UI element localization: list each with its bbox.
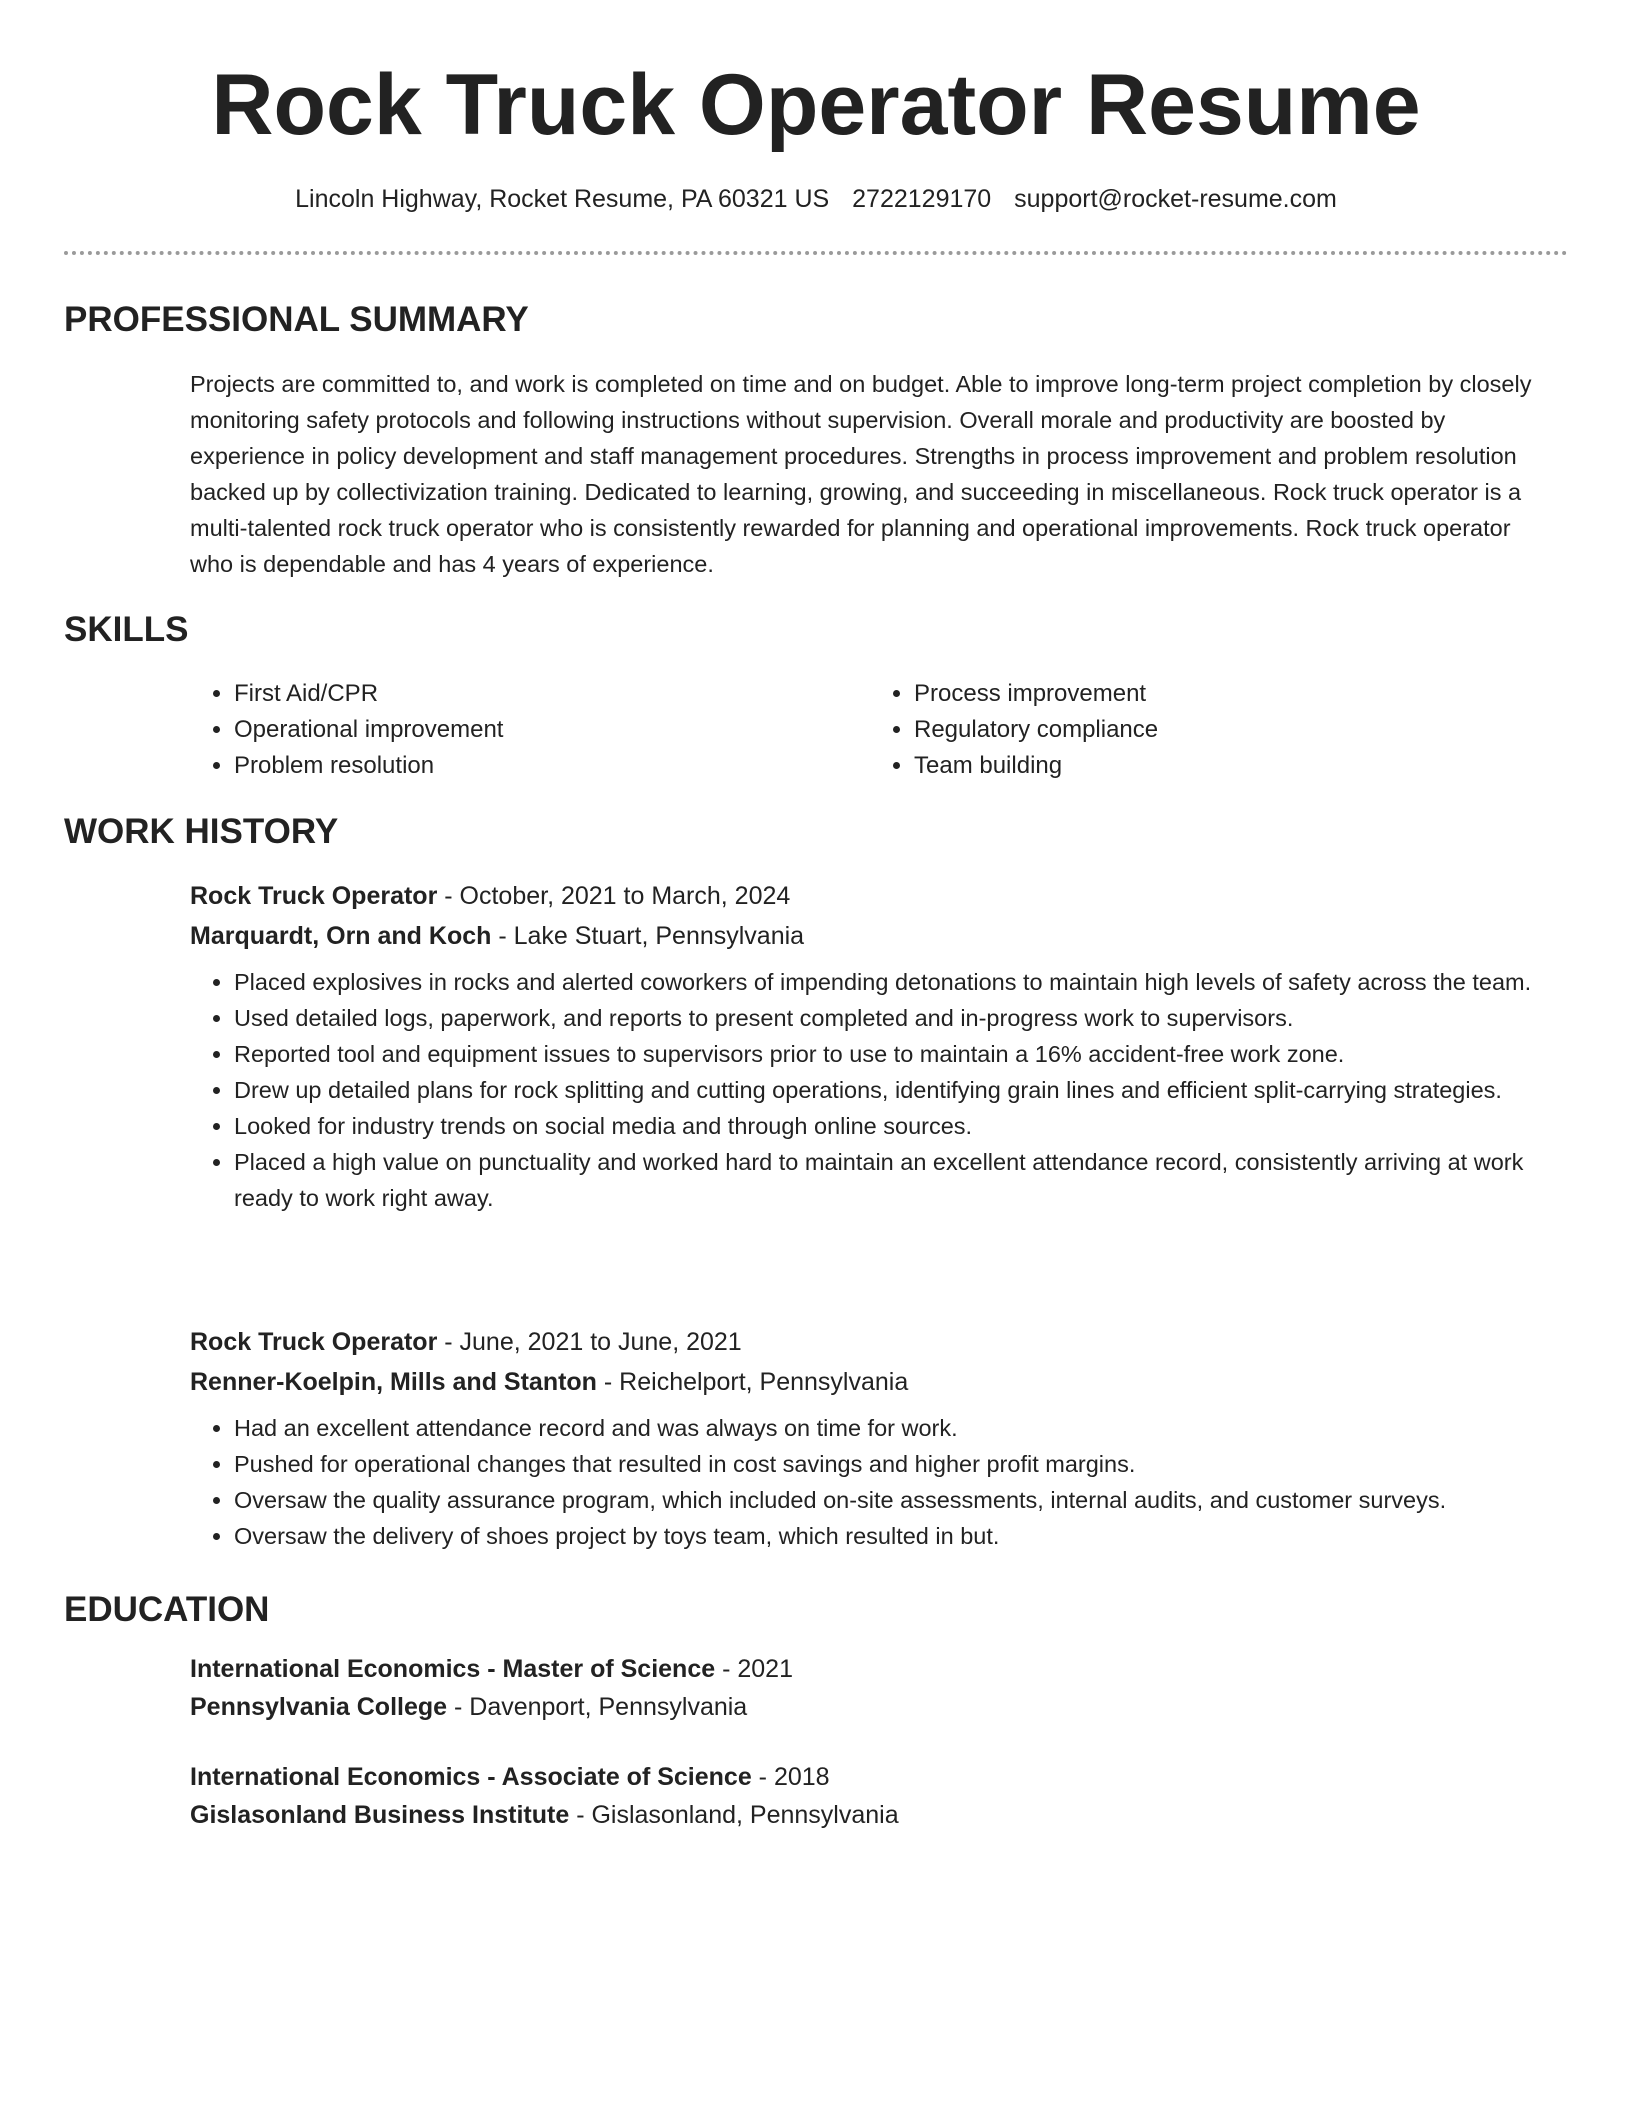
- job-dates: - October, 2021 to March, 2024: [437, 882, 791, 910]
- education-school-line: [190, 1688, 1570, 1726]
- header-divider: [64, 251, 1568, 255]
- contact-address: Lincoln Highway, Rocket Resume, PA 60321 US: [295, 185, 830, 213]
- skills-list-left: [190, 676, 503, 784]
- skill-item: • Process improvement: [914, 676, 1158, 712]
- job-title-line: [190, 1322, 1570, 1362]
- job-bullet: • Pushed for operational changes that resulted in cost savings and higher profit margins.: [234, 1446, 1570, 1482]
- job-company-line: [190, 916, 1570, 956]
- contact-info: [0, 182, 1632, 216]
- job-bullet: • Reported tool and equipment issues to supervisors prior to use to maintain a 16% accident-free work zone.: [234, 1036, 1570, 1072]
- skills-list-right: [870, 676, 1158, 784]
- section-title-summary: PROFESSIONAL SUMMARY: [64, 300, 529, 339]
- education-year: - 2021: [715, 1655, 793, 1683]
- job-bullet: • Drew up detailed plans for rock splitting and cutting operations, identifying grain lines and efficient split-carrying strategies.: [234, 1072, 1570, 1108]
- job-title-line: [190, 876, 1570, 916]
- job-location: - Reichelport, Pennsylvania: [596, 1368, 909, 1396]
- education-year: - 2018: [751, 1763, 830, 1791]
- contact-phone: 2722129170: [852, 185, 992, 213]
- job-company-line: [190, 1362, 1570, 1402]
- job-bullet: • Had an excellent attendance record and was always on time for work.: [234, 1410, 1570, 1446]
- education-location: - Gislasonland, Pennsylvania: [569, 1801, 899, 1829]
- job-bullet: • Used detailed logs, paperwork, and reports to present completed and in-progress work to supervisors.: [234, 1000, 1570, 1036]
- education-school-line: [190, 1796, 1570, 1834]
- skill-item: • Problem resolution: [234, 748, 503, 784]
- education-entry: [190, 1758, 1570, 1834]
- education-degree: International Economics - Associate of Science: [190, 1763, 752, 1791]
- job-dates: - June, 2021 to June, 2021: [437, 1328, 742, 1356]
- job-bullet: • Placed explosives in rocks and alerted coworkers of impending detonations to maintain high levels of safety across the team.: [234, 964, 1570, 1000]
- job-entry: [190, 876, 1570, 1216]
- education-school: Pennsylvania College: [190, 1693, 448, 1721]
- resume-title: Rock Truck Operator Resume: [211, 57, 1421, 153]
- job-company: Renner-Koelpin, Mills and Stanton: [190, 1368, 597, 1396]
- education-degree: International Economics - Master of Science: [190, 1655, 716, 1683]
- education-location: - Davenport, Pennsylvania: [447, 1693, 748, 1721]
- job-entry: [190, 1322, 1570, 1554]
- job-bullet: • Looked for industry trends on social media and through online sources.: [234, 1108, 1570, 1144]
- job-title: Rock Truck Operator: [190, 882, 438, 910]
- job-bullet: • Oversaw the quality assurance program, which included on-site assessments, internal audits, and customer surveys.: [234, 1482, 1570, 1518]
- education-school: Gislasonland Business Institute: [190, 1801, 570, 1829]
- job-bullet: • Oversaw the delivery of shoes project by toys team, which resulted in but.: [234, 1518, 1570, 1554]
- education-degree-line: [190, 1758, 1570, 1796]
- job-bullets: [190, 1410, 1570, 1554]
- section-title-skills: SKILLS: [64, 610, 189, 649]
- job-bullets: [190, 964, 1570, 1216]
- job-company: Marquardt, Orn and Koch: [190, 922, 492, 950]
- job-title: Rock Truck Operator: [190, 1328, 438, 1356]
- education-entry: [190, 1650, 1570, 1726]
- education-degree-line: [190, 1650, 1570, 1688]
- skill-item: • Regulatory compliance: [914, 712, 1158, 748]
- contact-email: support@rocket-resume.com: [1014, 185, 1337, 213]
- section-title-education: EDUCATION: [64, 1590, 270, 1629]
- skill-item: • First Aid/CPR: [234, 676, 503, 712]
- summary-text: Projects are committed to, and work is completed on time and on budget. Able to improve long-term project completion by closely monitoring safety protocols and following instructions without supervision. Overall morale and productivity are boosted by experience in policy development and staff management procedures. Strengths in process improvement and problem resolution backed up by collectivization training. Dedicated to learning, growing, and succeeding in miscellaneous. Rock truck operator is a multi-talented rock truck operator who is consistently rewarded for planning and operational improvements. Rock truck operator who is dependable and has 4 years of experience.: [190, 371, 1532, 577]
- skill-item: • Team building: [914, 748, 1158, 784]
- job-location: - Lake Stuart, Pennsylvania: [491, 922, 805, 950]
- skill-item: • Operational improvement: [234, 712, 503, 748]
- job-bullet: • Placed a high value on punctuality and worked hard to maintain an excellent attendance record, consistently arriving at work ready to work right away.: [234, 1144, 1570, 1216]
- section-title-work-history: WORK HISTORY: [64, 812, 339, 851]
